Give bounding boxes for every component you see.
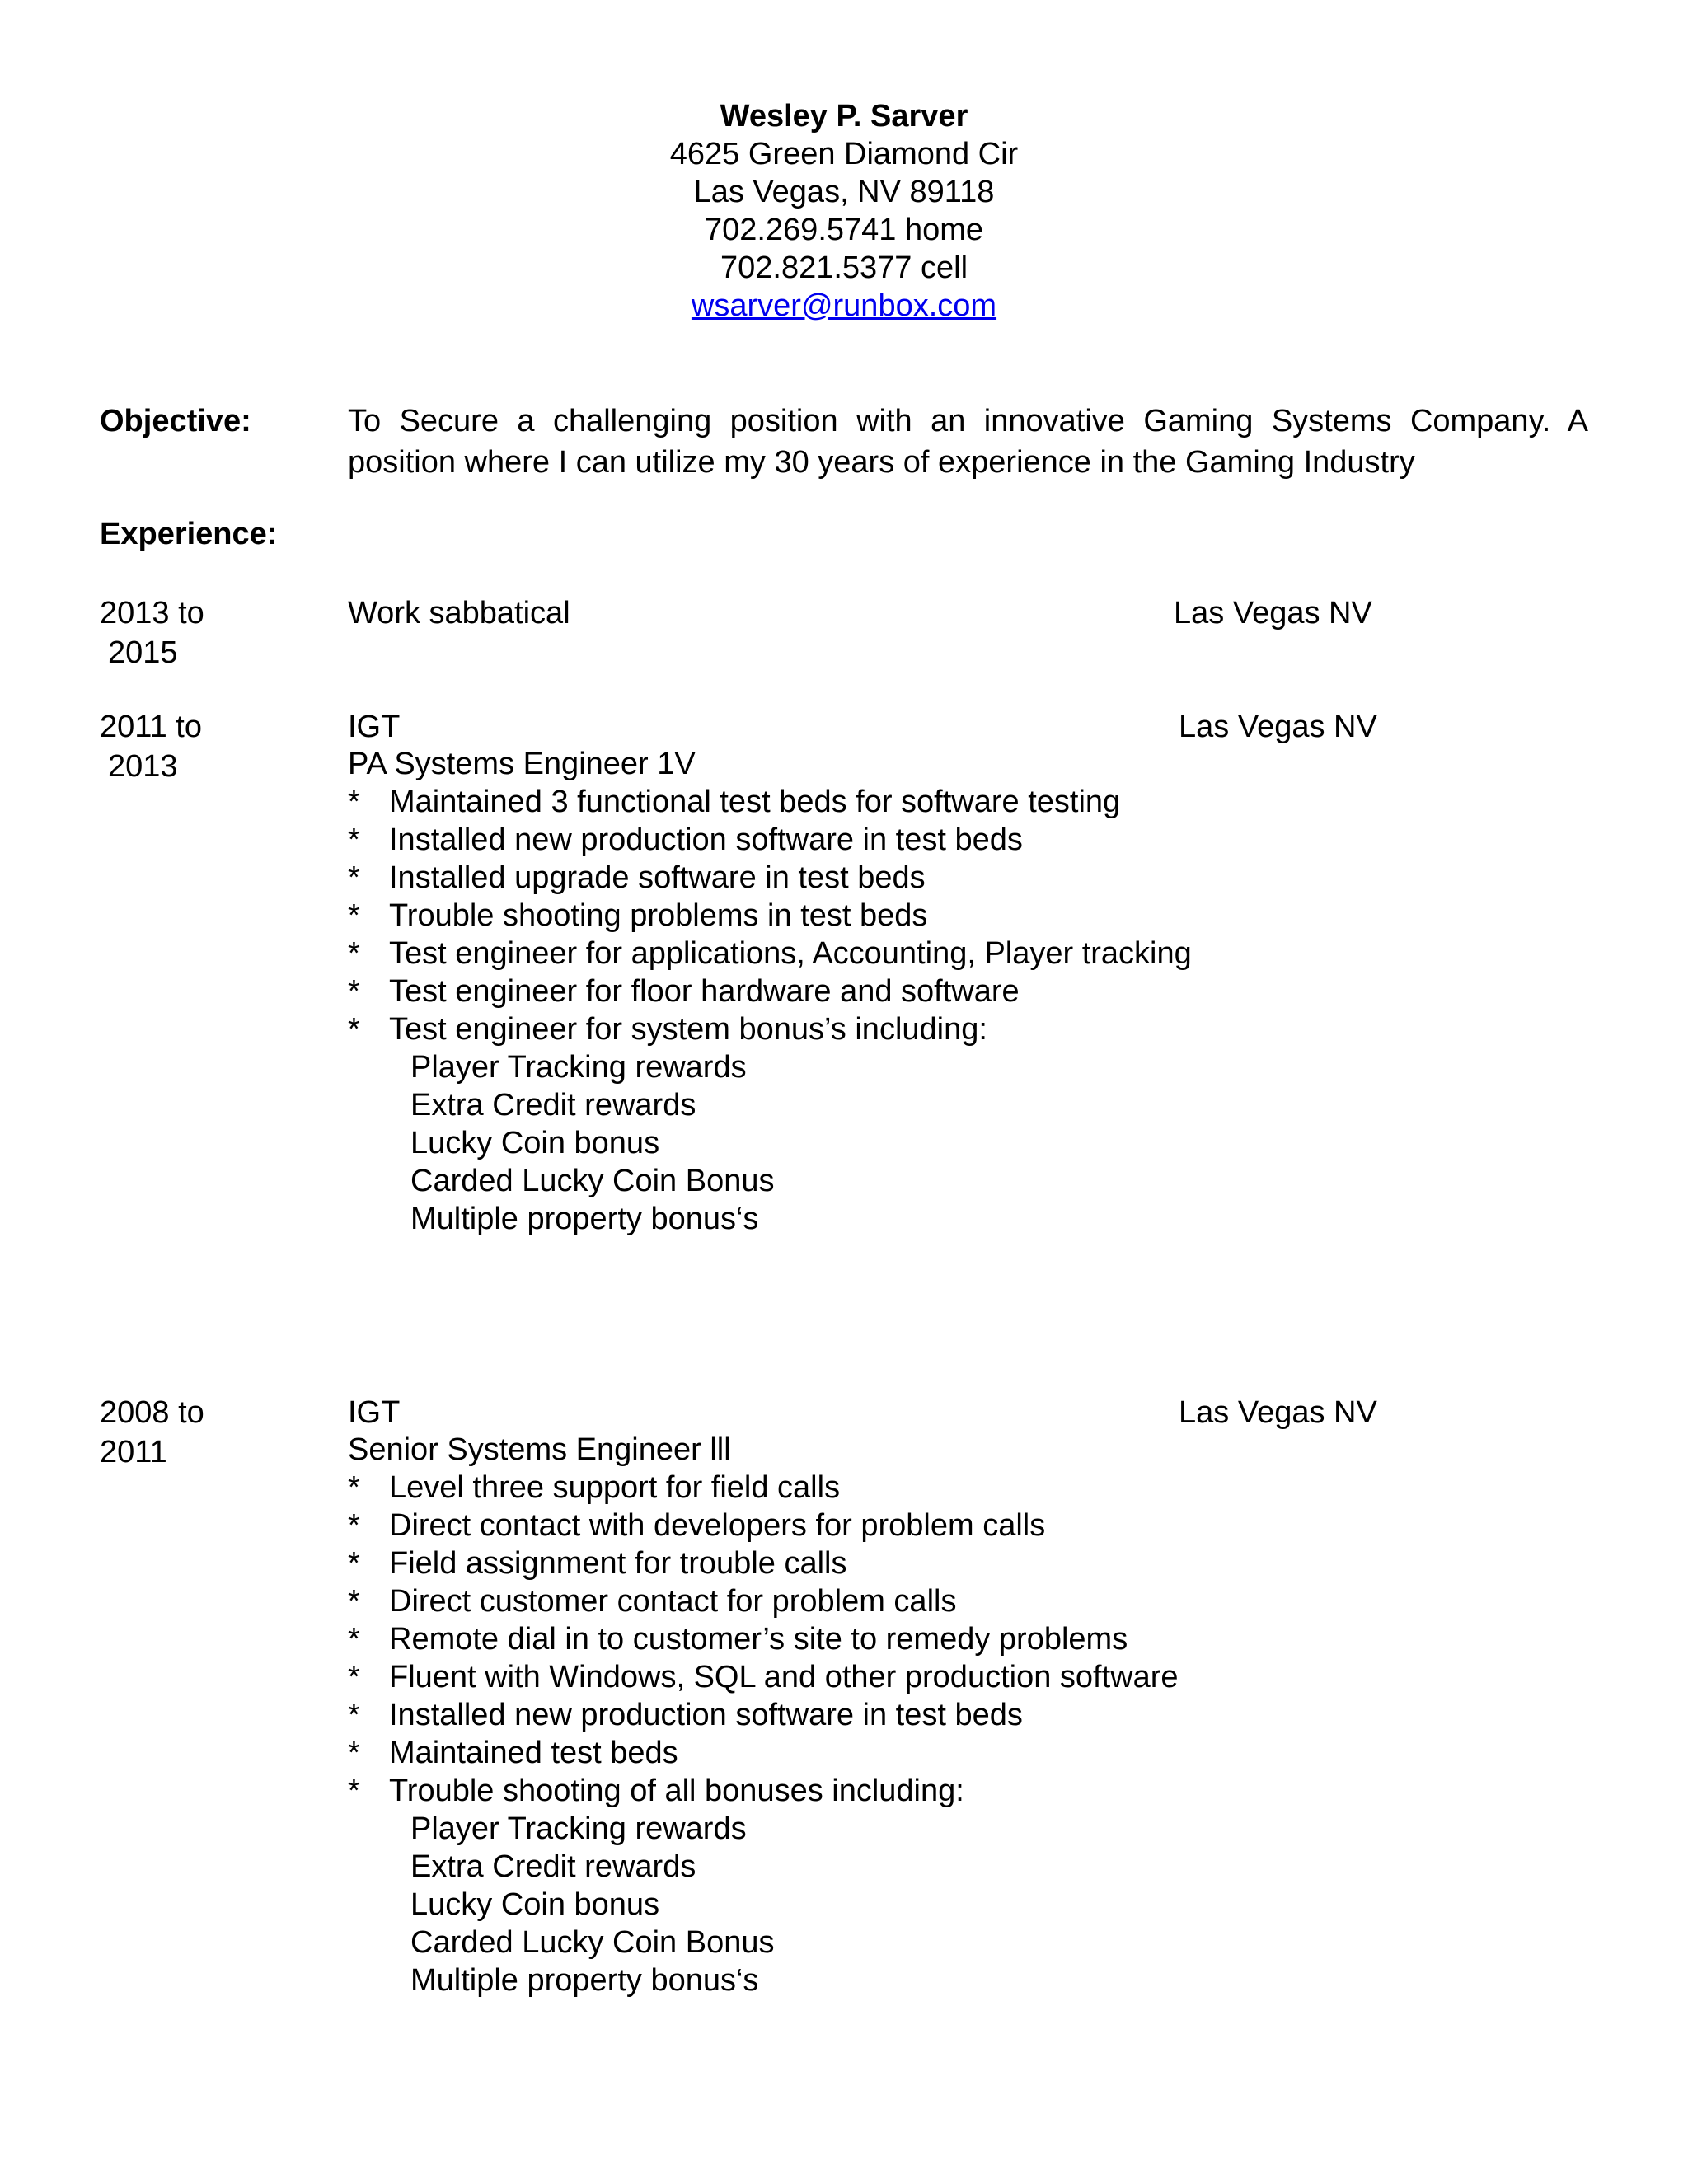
- list-item: [348, 935, 1192, 972]
- list-item: [348, 1469, 841, 1507]
- list-item: [348, 1544, 847, 1582]
- job-title: PA Systems Engineer 1V: [348, 747, 696, 781]
- bullet-text: Remote dial in to customer’s site to remedy problems: [389, 1622, 1128, 1657]
- address-line-1: 4625 Green Diamond Cir: [669, 137, 1019, 171]
- bullet-list: [348, 783, 1192, 1048]
- bullet-marker: *: [348, 1546, 360, 1581]
- bullet-marker: *: [348, 898, 360, 933]
- list-item: [348, 1772, 964, 1810]
- job-location: Las Vegas NV: [1179, 710, 1377, 744]
- bullet-text: Level three support for field calls: [389, 1470, 841, 1505]
- job-title: Senior Systems Engineer lll: [348, 1432, 731, 1467]
- bullet-marker: *: [348, 1774, 360, 1808]
- job-dates: [100, 593, 204, 673]
- sub-list-item: Extra Credit rewards: [410, 1088, 696, 1122]
- bullet-text: Fluent with Windows, SQL and other production software: [389, 1660, 1179, 1694]
- bullet-marker: *: [348, 823, 360, 857]
- date-end: 2011: [100, 1435, 167, 1469]
- sub-list-item: Multiple property bonus‘s: [410, 1963, 759, 1998]
- list-item: [348, 1696, 1023, 1734]
- bullet-text: Field assignment for trouble calls: [389, 1546, 847, 1581]
- bullet-list: [348, 1469, 1179, 1810]
- sub-item-list: [348, 1048, 774, 1238]
- date-end: 2013: [108, 749, 178, 784]
- bullet-marker: *: [348, 936, 360, 971]
- date-end: 2015: [108, 635, 178, 670]
- list-item: [348, 1582, 957, 1620]
- bullet-text: Trouble shooting problems in test beds: [389, 898, 928, 933]
- date-start: 2013 to: [100, 596, 204, 630]
- sub-list-item: Carded Lucky Coin Bonus: [410, 1164, 775, 1198]
- company-name: IGT: [348, 1395, 401, 1430]
- job-details: [348, 1431, 1179, 1999]
- bullet-marker: *: [348, 1660, 360, 1694]
- bullet-text: Test engineer for applications, Accounting, Player tracking: [389, 936, 1192, 971]
- bullet-marker: *: [348, 860, 360, 895]
- bullet-text: Direct contact with developers for problem calls: [389, 1508, 1046, 1543]
- bullet-text: Installed new production software in test beds: [389, 1698, 1023, 1732]
- job-location: Las Vegas NV: [1179, 1395, 1377, 1430]
- experience-label: Experience:: [100, 517, 278, 551]
- bullet-marker: *: [348, 785, 360, 819]
- bullet-marker: *: [348, 1736, 360, 1770]
- sub-list-item: Extra Credit rewards: [410, 1849, 696, 1884]
- bullet-marker: *: [348, 1012, 360, 1047]
- bullet-marker: *: [348, 1470, 360, 1505]
- bullet-text: Test engineer for floor hardware and software: [389, 974, 1020, 1009]
- bullet-text: Installed upgrade software in test beds: [389, 860, 926, 895]
- list-item: [348, 897, 928, 935]
- bullet-text: Direct customer contact for problem calls: [389, 1584, 957, 1619]
- job-location: Las Vegas NV: [1174, 596, 1372, 630]
- objective-label: Objective:: [100, 404, 251, 438]
- sub-list-item: Player Tracking rewards: [410, 1050, 747, 1085]
- address-line-2: Las Vegas, NV 89118: [693, 175, 995, 209]
- job-details: [348, 745, 1192, 1238]
- bullet-marker: *: [348, 1698, 360, 1732]
- bullet-text: Trouble shooting of all bonuses including:: [389, 1774, 964, 1808]
- applicant-name: Wesley P. Sarver: [720, 99, 968, 134]
- list-item: [348, 1734, 774, 1772]
- objective-text: To Secure a challenging position with an innovative Gaming Systems Company. A position where I can utilize my 30 years of experience in the Gaming Industry: [348, 404, 1588, 480]
- sub-list-item: Player Tracking rewards: [410, 1811, 747, 1846]
- sub-list-item: Lucky Coin bonus: [410, 1887, 660, 1922]
- date-start: 2008 to: [100, 1395, 204, 1430]
- list-item: [348, 1620, 1128, 1658]
- cell-phone: 702.821.5377 cell: [720, 251, 968, 285]
- bullet-marker: *: [348, 1508, 360, 1543]
- list-item: [348, 859, 926, 897]
- list-item: [348, 1010, 987, 1048]
- bullet-marker: *: [348, 974, 360, 1009]
- bullet-text: Maintained 3 functional test beds for software testing: [389, 785, 1121, 819]
- company-name: Work sabbatical: [348, 596, 570, 630]
- list-item: [348, 1658, 1179, 1696]
- bullet-marker: *: [348, 1584, 360, 1619]
- job-dates: [100, 707, 202, 786]
- sub-item-list: [348, 1810, 774, 1999]
- date-start: 2011 to: [100, 710, 202, 744]
- home-phone: 702.269.5741 home: [704, 213, 984, 247]
- list-item: [348, 821, 1023, 859]
- resume-header: [0, 97, 1688, 325]
- list-item: [348, 783, 1121, 821]
- sub-list-item: Multiple property bonus‘s: [410, 1202, 759, 1236]
- bullet-marker: *: [348, 1622, 360, 1657]
- list-item: [348, 972, 1020, 1010]
- job-dates: [100, 1393, 204, 1472]
- bullet-text: Installed new production software in test beds: [389, 823, 1023, 857]
- sub-list-item: Carded Lucky Coin Bonus: [410, 1925, 775, 1960]
- bullet-text: Test engineer for system bonus’s including:: [389, 1012, 987, 1047]
- sub-list-item: Lucky Coin bonus: [410, 1126, 660, 1160]
- list-item: [348, 1507, 1046, 1544]
- company-name: IGT: [348, 710, 401, 744]
- email-link[interactable]: wsarver@runbox.com: [691, 288, 997, 323]
- bullet-text: Maintained test beds: [389, 1736, 678, 1770]
